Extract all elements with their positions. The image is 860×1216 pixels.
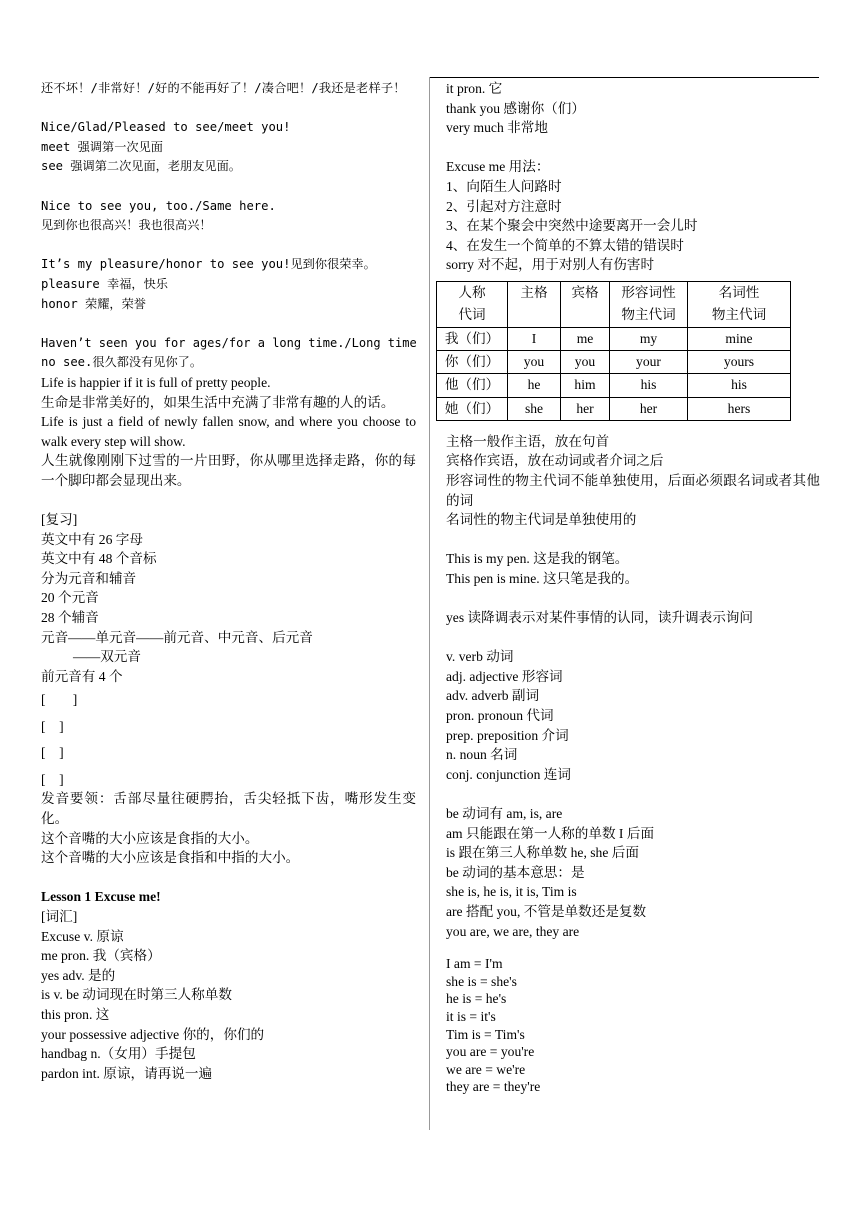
left-column xyxy=(41,79,416,1083)
pos-item: adj. adjective 形容词 xyxy=(446,668,563,684)
table-cell: 他（们） xyxy=(437,374,508,397)
excuse-usage-title: Excuse me 用法： xyxy=(446,159,550,175)
sorry-note: sorry 对不起，用于对别人有伤害时 xyxy=(446,257,655,273)
excuse-usage-item: 4、在发生一个简单的不算太错的错误时 xyxy=(446,237,684,253)
vocab-item: handbag n.（女用）手提包 xyxy=(41,1046,196,1062)
honor-word: honor 荣耀，荣誉 xyxy=(41,296,146,311)
table-cell: hers xyxy=(688,397,791,420)
header-text: 物主代词 xyxy=(621,307,676,323)
vocab-item: thank you 感谢你（们） xyxy=(446,100,585,116)
header-text: 物主代词 xyxy=(711,307,767,323)
table-cell: you xyxy=(508,351,561,374)
excuse-usage-item: 3、在某个聚会中突然中途要离开一会儿时 xyxy=(446,218,698,234)
be-verb-line: she is, he is, it is, Tim is xyxy=(446,884,577,900)
divide-line: 分为元音和辅音 xyxy=(41,570,137,586)
be-verb-line: be 动词的基本意思：是 xyxy=(446,864,585,880)
table-header-cell xyxy=(508,281,561,327)
lesson-title: Lesson 1 Excuse me! xyxy=(41,889,161,905)
table-header-cell xyxy=(610,281,688,327)
phonetics-line: 英文中有 48 个音标 xyxy=(41,551,157,567)
table-row xyxy=(437,351,791,374)
pos-item: n. noun 名词 xyxy=(446,747,518,763)
review-title: [复习] xyxy=(41,512,78,528)
table-cell: mine xyxy=(688,327,791,350)
table-header-cell xyxy=(437,281,508,327)
contraction-item: he is = he's xyxy=(446,991,507,1007)
front-vowels-line: 前元音有 4 个 xyxy=(41,668,123,684)
top-rule xyxy=(430,77,819,78)
pronunciation-note: 发音要领：舌部尽量往硬腭抬，舌尖轻抵下齿，嘴形发生变化。 xyxy=(41,791,416,826)
table-cell: your xyxy=(610,351,688,374)
subject-case-note: 主格一般作主语，放在句首 xyxy=(446,433,610,449)
contraction-item: we are = we're xyxy=(446,1061,526,1077)
contraction-item: I am = I'm xyxy=(446,956,503,972)
phonetic-bracket: [ ] xyxy=(41,771,64,787)
vocab-item: your possessive adjective 你的，你们的 xyxy=(41,1026,265,1042)
contraction-item: she is = she's xyxy=(446,973,517,989)
vocab-item: Excuse v. 原谅 xyxy=(41,928,124,944)
example-pen-mine: This pen is mine. 这只笔是我的。 xyxy=(446,570,639,586)
vocab-item: it pron. 它 xyxy=(446,81,503,96)
excuse-usage-item: 1、向陌生人问路时 xyxy=(446,178,562,194)
table-row xyxy=(437,327,791,350)
table-cell: 我（们） xyxy=(437,327,508,350)
havent-seen-line-2: no see.很久都没有见你了。 xyxy=(41,355,203,370)
excuse-usage-item: 2、引起对方注意时 xyxy=(446,198,562,214)
mouth-size-note-1: 这个音嘴的大小应该是食指的大小。 xyxy=(41,830,259,846)
table-cell: him xyxy=(561,374,610,397)
contraction-item: they are = they're xyxy=(446,1079,541,1095)
table-row xyxy=(437,374,791,397)
table-cell: she xyxy=(508,397,561,420)
header-text: 名词性 xyxy=(718,284,760,300)
pos-item: v. verb 动词 xyxy=(446,649,514,665)
life-happier-translation: 生命是非常美好的，如果生活中充满了非常有趣的人的话。 xyxy=(41,394,395,410)
table-cell: yours xyxy=(688,351,791,374)
vocab-item: is v. be 动词现在时第三人称单数 xyxy=(41,987,232,1003)
right-column xyxy=(446,79,820,1096)
vocab-item: this pron. 这 xyxy=(41,1006,110,1022)
phonetic-bracket: [ ] xyxy=(41,692,78,708)
table-header-cell xyxy=(688,281,791,327)
greetings-line: 还不坏！/非常好！/好的不能再好了！/凑合吧！/我还是老样子！ xyxy=(41,81,406,95)
life-field-line: Life is just a field of newly fallen snow, and where you choose to walk every step will show. xyxy=(41,414,416,449)
mouth-size-note-2: 这个音嘴的大小应该是食指和中指的大小。 xyxy=(41,850,300,866)
table-cell: her xyxy=(561,397,610,420)
table-cell: my xyxy=(610,327,688,350)
vocab-item: very much 非常地 xyxy=(446,120,548,136)
adj-possessive-note: 形容词性的物主代词不能单独使用，后面必须跟名词或者其他的词 xyxy=(446,472,820,508)
be-verb-line: be 动词有 am, is, are xyxy=(446,806,563,822)
table-cell: his xyxy=(610,374,688,397)
header-text: 主格 xyxy=(520,284,548,300)
havent-seen-line-1: Haven’t seen you for ages/for a long time./Long time xyxy=(41,335,417,350)
consonants-line: 28 个辅音 xyxy=(41,610,99,626)
table-cell: her xyxy=(610,397,688,420)
phonetic-bracket: [ ] xyxy=(41,718,64,734)
nice-to-see-line: Nice/Glad/Pleased to see/meet you! xyxy=(41,120,291,135)
pronoun-table xyxy=(436,281,791,421)
noun-possessive-note: 名词性的物主代词是单独使用的 xyxy=(446,512,637,528)
pos-item: adv. adverb 副词 xyxy=(446,688,540,704)
table-cell: I xyxy=(508,327,561,350)
see-note: see 强调第二次见面，老朋友见面。 xyxy=(41,159,241,174)
pleasure-word: pleasure 幸福，快乐 xyxy=(41,276,168,291)
contraction-item: it is = it's xyxy=(446,1008,496,1024)
vocab-title: [词汇] xyxy=(41,908,78,924)
column-divider xyxy=(429,77,430,1130)
be-verb-line: am 只能跟在第一人称的单数 I 后面 xyxy=(446,825,655,841)
pos-item: pron. pronoun 代词 xyxy=(446,708,554,724)
vocab-item: yes adv. 是的 xyxy=(41,967,116,983)
pos-item: prep. preposition 介词 xyxy=(446,727,569,743)
vowel-tree-line-1: 元音——单元音——前元音、中元音、后元音 xyxy=(41,629,313,645)
letters-line: 英文中有 26 字母 xyxy=(41,531,143,547)
header-text: 宾格 xyxy=(571,284,599,300)
phonetic-bracket: [ ] xyxy=(41,745,64,761)
table-row xyxy=(437,397,791,420)
vocab-item: pardon int. 原谅，请再说一遍 xyxy=(41,1065,213,1081)
be-verb-line: are 搭配 you, 不管是单数还是复数 xyxy=(446,904,647,919)
table-cell: me xyxy=(561,327,610,350)
life-field-translation: 人生就像刚刚下过雪的一片田野，你从哪里选择走路，你的每一个脚印都会显现出来。 xyxy=(41,453,416,488)
pleasure-line: It’s my pleasure/honor to see you!见到你很荣幸。 xyxy=(41,257,376,272)
contraction-item: Tim is = Tim's xyxy=(446,1026,525,1042)
pos-item: conj. conjunction 连词 xyxy=(446,766,571,782)
header-text: 人称 xyxy=(458,284,486,300)
meet-note: meet 强调第一次见面 xyxy=(41,139,163,154)
vowel-tree-line-2: ——双元音 xyxy=(73,649,141,665)
nice-too-translation: 见到你也很高兴！我也很高兴！ xyxy=(41,218,212,233)
vowels-line: 20 个元音 xyxy=(41,590,99,606)
table-cell: you xyxy=(561,351,610,374)
vocab-item: me pron. 我（宾格） xyxy=(41,948,161,964)
table-cell: his xyxy=(688,374,791,397)
contraction-item: you are = you're xyxy=(446,1044,535,1060)
table-header-row xyxy=(437,281,791,327)
table-header-cell xyxy=(561,281,610,327)
yes-tone-note: yes 读降调表示对某件事情的认同，读升调表示询问 xyxy=(446,610,753,626)
be-verb-line: is 跟在第三人称单数 he, she 后面 xyxy=(446,845,639,861)
be-verb-line: you are, we are, they are xyxy=(446,923,580,939)
table-cell: he xyxy=(508,374,561,397)
nice-too-line: Nice to see you, too./Same here. xyxy=(41,198,276,213)
header-text: 形容词性 xyxy=(621,284,676,300)
table-cell: 你（们） xyxy=(437,351,508,374)
example-my-pen: This is my pen. 这是我的钢笔。 xyxy=(446,551,629,567)
table-cell: 她（们） xyxy=(437,397,508,420)
object-case-note: 宾格作宾语，放在动词或者介词之后 xyxy=(446,453,664,469)
header-text: 代词 xyxy=(458,307,486,323)
life-happier-line: Life is happier if it is full of pretty people. xyxy=(41,374,271,390)
